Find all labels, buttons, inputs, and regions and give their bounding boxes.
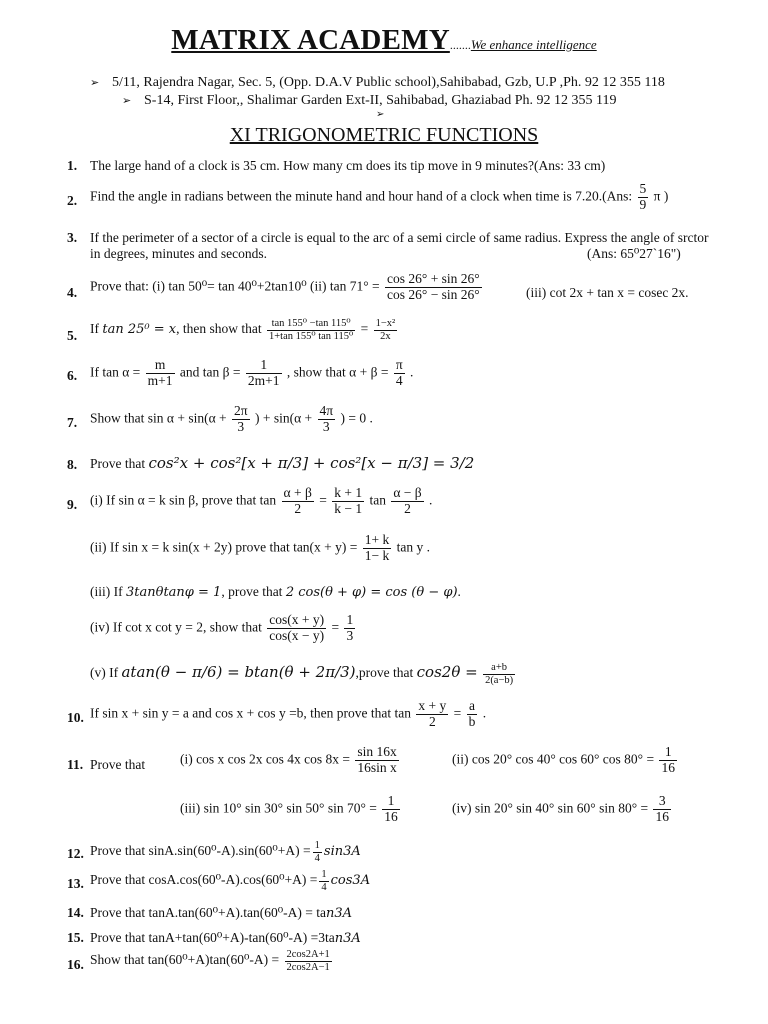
header xyxy=(0,24,768,57)
question-3-line-1: If the perimeter of a sector of a circle is equal to the arc of a semi circle of same radius. Express the angle of srctor xyxy=(90,230,709,245)
question-10: If sin x + sin y = a and cos x + cos y =b, then prove that tan $\frac{x + y}{2}$ = $\frac{a}{b}$ . xyxy=(90,698,487,729)
question-9-part-ii: (ii) If sin x = k sin(x + 2y) prove that tan(x + y) = $\frac{1+ k}{1- k}$ tan y . xyxy=(90,532,431,563)
question-number: 15. xyxy=(67,930,84,945)
fraction: $\frac{\text{1−x²}}{2x}$ xyxy=(375,318,396,342)
tagline: We enhance intelligence xyxy=(470,37,597,52)
question-number: 7. xyxy=(67,415,78,430)
question-15: Prove that tanA+tan(60⁰+A)-tan(60⁰-A) =3tan3A xyxy=(90,930,361,946)
question-4-part-iii: (iii) cot 2x + tan x = cosec 2x. xyxy=(526,285,689,300)
address-line-1: ➢ 5/11, Rajendra Nagar, Sec. 5, (Opp. D.A.V Public school),Sahibabad, Gzb, U.P ,Ph. 92 12 355 118 xyxy=(90,75,665,90)
fraction: $\frac{1}{4}$ xyxy=(321,869,327,893)
question-5: If tan 25⁰ = x, then show that $\frac{\text{tan 155⁰ −tan 115⁰}}{\text{1+tan 155⁰ tan 115⁰}}$ = $\frac{\text{1−x²}}{2x}$ xyxy=(90,318,396,342)
question-number: 3. xyxy=(67,230,78,245)
fraction: $\frac{1}{16}$ xyxy=(661,744,675,775)
question-number: 9. xyxy=(67,497,78,512)
fraction: $\frac{\cos 26^\circ + \sin 26^\circ}{\cos 26^\circ - \sin 26^\circ}$ xyxy=(387,271,480,302)
brand-name: MATRIX ACADEMY xyxy=(171,24,450,56)
fraction: $\frac{a}{b}$ xyxy=(468,698,476,729)
question-number: 14. xyxy=(67,905,84,920)
question-number: 4. xyxy=(67,285,78,300)
question-9-part-i: (i) If sin α = k sin β, prove that tan $\frac{\alpha + \beta}{2}$ = $\frac{k + 1}{k - 1}$ tan $\frac{\alpha - \beta}{2}$ . xyxy=(90,485,433,516)
fraction: $\frac{2\pi}{3}$ xyxy=(234,403,248,434)
math-expression: cos²x + cos²[x + π/3] + cos²[x − π/3] = 3/2 xyxy=(148,454,475,472)
fraction: $\frac{4\pi}{3}$ xyxy=(319,403,334,434)
fraction: $\frac{\cos(x + y)}{\cos(x - y)}$ xyxy=(269,612,325,643)
fraction: $\frac{\pi}{4}$ xyxy=(395,357,403,388)
question-11-part-ii: (ii) cos 20° cos 40° cos 60° cos 80° = $\frac{1}{16}$ xyxy=(452,744,675,775)
question-11-label: Prove that xyxy=(90,757,146,772)
page-title: XI TRIGONOMETRIC FUNCTIONS xyxy=(229,124,539,146)
fraction: $\frac{\alpha + \beta}{2}$ xyxy=(283,485,312,516)
question-7: Show that sin α + sin(α + $\frac{2\pi}{3}$ ) + sin(α + $\frac{4\pi}{3}$ ) = 0 . xyxy=(90,403,373,434)
fraction: $\frac{k + 1}{k - 1}$ xyxy=(334,485,363,516)
fraction: $\frac{5}{9}$ xyxy=(639,181,647,212)
arrow-bullet-icon: ➢ xyxy=(376,109,385,120)
fraction: $\frac{\text{tan 155⁰ −tan 115⁰}}{\text{1+tan 155⁰ tan 115⁰}}$ xyxy=(268,318,354,342)
question-number: 13. xyxy=(67,876,84,891)
fraction: $\frac{a+b}{2(a-b)}$ xyxy=(485,662,514,686)
question-number: 2. xyxy=(67,193,78,208)
fraction: $\frac{m}{m+1}$ xyxy=(147,357,173,388)
fraction: $\frac{3}{16}$ xyxy=(655,793,669,824)
address-line-2: ➢ S-14, First Floor,, Shalimar Garden Ext-II, Sahibabad, Ghaziabad Ph. 92 12 355 119 xyxy=(122,93,617,108)
question-number: 8. xyxy=(67,457,78,472)
header-dots: ....... xyxy=(449,38,471,52)
arrow-bullet-icon: ➢ xyxy=(90,76,100,89)
fraction: $\frac{1}{16}$ xyxy=(384,793,398,824)
question-number: 12. xyxy=(67,846,84,861)
question-3-line-2: in degrees, minutes and seconds. xyxy=(90,246,267,261)
question-9-part-iv: (iv) If cot x cot y = 2, show that $\frac{\cos(x + y)}{\cos(x - y)}$ = $\frac{1}{3}$ xyxy=(90,612,354,643)
question-number: 11. xyxy=(67,757,84,772)
fraction: $\frac{1}{4}$ xyxy=(314,840,320,864)
question-2: Find the angle in radians between the minute hand and hour hand of a clock when time is 7.20.(Ans: $\frac{5}{9}$ π ) xyxy=(90,181,669,212)
question-4: Prove that: (i) tan 50⁰= tan 40⁰+2tan10⁰ (ii) tan 71° = $\frac{\cos 26^\circ + \sin 26^\circ}{\cos 26^\circ - \sin 26^\circ}$ xyxy=(90,271,480,302)
fraction: $\frac{\alpha - \beta}{2}$ xyxy=(393,485,422,516)
question-8: Prove that cos²x + cos²[x + π/3] + cos²[x − π/3] = 3/2 xyxy=(90,454,475,472)
question-number: 5. xyxy=(67,328,78,343)
question-9-part-v: (v) If atan(θ − π/6) = btan(θ + 2π/3),prove that cos2θ = $\frac{a+b}{2(a-b)}$ xyxy=(90,662,514,686)
question-number: 6. xyxy=(67,368,78,383)
fraction: $\frac{1+ k}{1- k}$ xyxy=(364,532,390,563)
fraction: $\frac{\sin 16x}{\text{16sin x}}$ xyxy=(357,744,397,775)
question-11-part-iv: (iv) sin 20° sin 40° sin 60° sin 80° = $\frac{3}{16}$ xyxy=(452,793,669,824)
question-number: 10. xyxy=(67,710,84,725)
question-13: Prove that cosA.cos(60⁰-A).cos(60⁰+A) = $\frac{1}{4}$ cos3A xyxy=(90,869,371,893)
question-9-part-iii: (iii) If 3tanθtanφ = 1, prove that 2 cos(θ + φ) = cos (θ − φ). xyxy=(90,584,461,600)
question-1: The large hand of a clock is 35 cm. How many cm does its tip move in 9 minutes?(Ans: 33 cm) xyxy=(90,158,606,173)
question-number: 16. xyxy=(67,957,84,972)
fraction: $\frac{2\cos 2A+1}{2\cos 2A-1}$ xyxy=(286,949,330,973)
fraction: $\frac{1}{3}$ xyxy=(346,612,354,643)
question-11-part-i: (i) cos x cos 2x cos 4x cos 8x = $\frac{\sin 16x}{\text{16sin x}}$ xyxy=(180,744,397,775)
fraction: $\frac{x + y}{2}$ xyxy=(418,698,447,729)
question-16: Show that tan(60⁰+A)tan(60⁰-A) = $\frac{2\cos 2A+1}{2\cos 2A-1}$ xyxy=(90,949,330,973)
question-6: If tan α = $\frac{m}{m+1}$ and tan β = $\frac{1}{2m+1}$ , show that α + β = $\frac{\pi}{4}$ . xyxy=(90,357,414,388)
question-14: Prove that tanA.tan(60⁰+A).tan(60⁰-A) = tan3A xyxy=(90,905,353,921)
question-number: 1. xyxy=(67,158,78,173)
question-11-part-iii: (iii) sin 10° sin 30° sin 50° sin 70° = $\frac{1}{16}$ xyxy=(180,793,398,824)
question-12: Prove that sinA.sin(60⁰-A).sin(60⁰+A) = $\frac{1}{4}$ sin3A xyxy=(90,840,361,864)
fraction: $\frac{1}{2m+1}$ xyxy=(247,357,280,388)
math-expression: atan(θ − π/6) = btan(θ + 2π/3) xyxy=(121,663,356,682)
question-3-answer: (Ans: 65⁰27`16") xyxy=(587,246,681,261)
arrow-bullet-icon: ➢ xyxy=(122,94,132,107)
